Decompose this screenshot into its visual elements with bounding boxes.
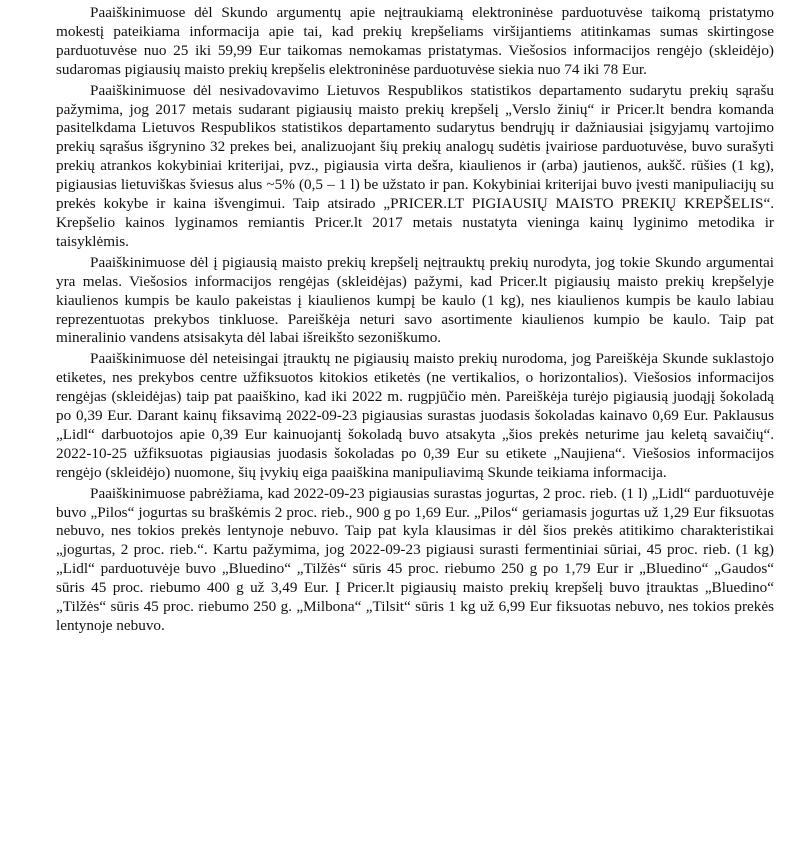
document-page [56, 4, 774, 638]
paragraph-delivery-fee: Paaiškinimuose dėl Skundo argumentų apie neįtraukiamą elektroninėse parduotuvėse taikomą pristatymo mokestį pateikiama informacija apie tai, kad prekių krepšeliams viršijantiems atitinkamas sumas skirtingose parduotuvėse nuo 25 iki 59,99 Eur taikomas nemokamas pristatymas. Viešosios informacijos rengėjo (skleidėjo) sudaromas pigiausių maisto prekių krepšelis elektroninėse parduotuvėse siekia nuo 74 iki 78 Eur. [56, 4, 774, 78]
paragraph-excluded-products: Paaiškinimuose dėl į pigiausią maisto prekių krepšelį neįtrauktų prekių nurodyta, jog tokie Skundo argumentai yra melas. Viešosios informacijos rengėjas (skleidėjas) pažymi, kad Pricer.lt pigiausių maisto prekių krepšelyje kiaulienos kumpis be kaulo pakeistas į kiaulienos kumpį be kaulo (1 kg), nes kiaulienos kumpis be kaulo labiau reprezentuotas prekybos tinkluose. Pareiškėja neturi savo asortimente kiaulienos kumpio be kaulo. Taip pat mineralinio vandens atsisakyta dėl labai išreikšto sezoniškumo. [56, 253, 774, 347]
paragraph-statistics-list: Paaiškinimuose dėl nesivadovavimo Lietuvos Respublikos statistikos departamento sudarytu prekių sąrašu pažymima, jog 2017 metais sudarant pigiausių maisto prekių krepšelį „Verslo žinių“ ir Pricer.lt bendra komanda pasitelkdama Lietuvos Respublikos statistikos departamento sudarytus bendrųjų ir dažniausiai įsigyjamų vartojimo prekių sąrašus išgrynino 32 prekes bei, analizuojant šių prekių analogų sudėtis įvairiose parduotuvėse, buvo surašyti prekių atrankos kokybiniai kriterijai, pvz., pigiausia virta dešra, kiaulienos ir (arba) jautienos, aukšč. rūšies (1 kg), pigiausias lietuviškas šviesus alus ~5% (0,5 – 1 l) be užstato ir pan. Kokybiniai kriterijai buvo įvesti manipuliacijų su prekės kokybe ir kaina išvengimui. Taip atsirado „PRICER.LT PIGIAUSIŲ MAISTO PREKIŲ KREPŠELIS“. Krepšelio kainos lyginamos remiantis Pricer.lt 2017 metais nustatyta vieninga kainų lyginimo metodika ir taisyklėmis. [56, 81, 774, 250]
paragraph-wrong-products: Paaiškinimuose dėl neteisingai įtrauktų ne pigiausių maisto prekių nurodoma, jog Pareiškėja Skunde suklastojo etiketes, nes prekybos centre užfiksuotos kitokios etiketės (ne vertikalios, o horizontalios). Viešosios informacijos rengėjas (skleidėjas) taip pat paaiškino, kad iki 2022 m. rugpjūčio mėn. Pareiškėja turėjo pigiausią juodąjį šokoladą po 0,39 Eur. Darant kainų fiksavimą 2022-09-23 pigiausias surastas juodasis šokoladas kainavo 0,69 Eur. Paklausus „Lidl“ darbuotojos apie 0,39 Eur kainuojantį šokoladą buvo atsakyta „šios prekės neturime jau keletą savaičių“. 2022-10-25 užfiksuotas pigiausias juodasis šokoladas po 0,39 Eur su etikete „Naujiena“. Viešosios informacijos rengėjo (skleidėjo) nuomone, šių įvykių eiga paaiškina manipuliavimą Skunde teikiama informacija. [56, 350, 774, 481]
paragraph-yogurt-cheese: Paaiškinimuose pabrėžiama, kad 2022-09-23 pigiausias surastas jogurtas, 2 proc. rieb. (1 l) „Lidl“ parduotuvėje buvo „Pilos“ jogurtas su braškėmis 2 proc. rieb., 900 g po 1,69 Eur. „Pilos“ geriamasis jogurtas už 1,29 Eur fiksuotas nebuvo, nes tokios prekės lentynoje nebuvo. Taip pat kyla klausimas ir dėl šios prekės atitikimo charakteristikai „jogurtas, 2 proc. rieb.“. Kartu pažymima, jog 2022-09-23 pigiausi surasti fermentiniai sūriai, 45 proc. rieb. (1 kg) „Lidl“ parduotuvėje buvo „Bluedino“ „Tilžės“ sūris 45 proc. riebumo 250 g po 1,79 Eur ir „Bluedino“ „Gaudos“ sūris 45 proc. riebumo 400 g už 3,49 Eur. Į Pricer.lt pigiausių maisto prekių krepšelį buvo įtrauktas „Bluedino“ „Tilžės“ sūris 45 proc. riebumo 250 g. „Milbona“ „Tilsit“ sūris 1 kg už 6,99 Eur fiksuotas nebuvo, nes tokios prekės lentynoje nebuvo. [56, 484, 774, 634]
